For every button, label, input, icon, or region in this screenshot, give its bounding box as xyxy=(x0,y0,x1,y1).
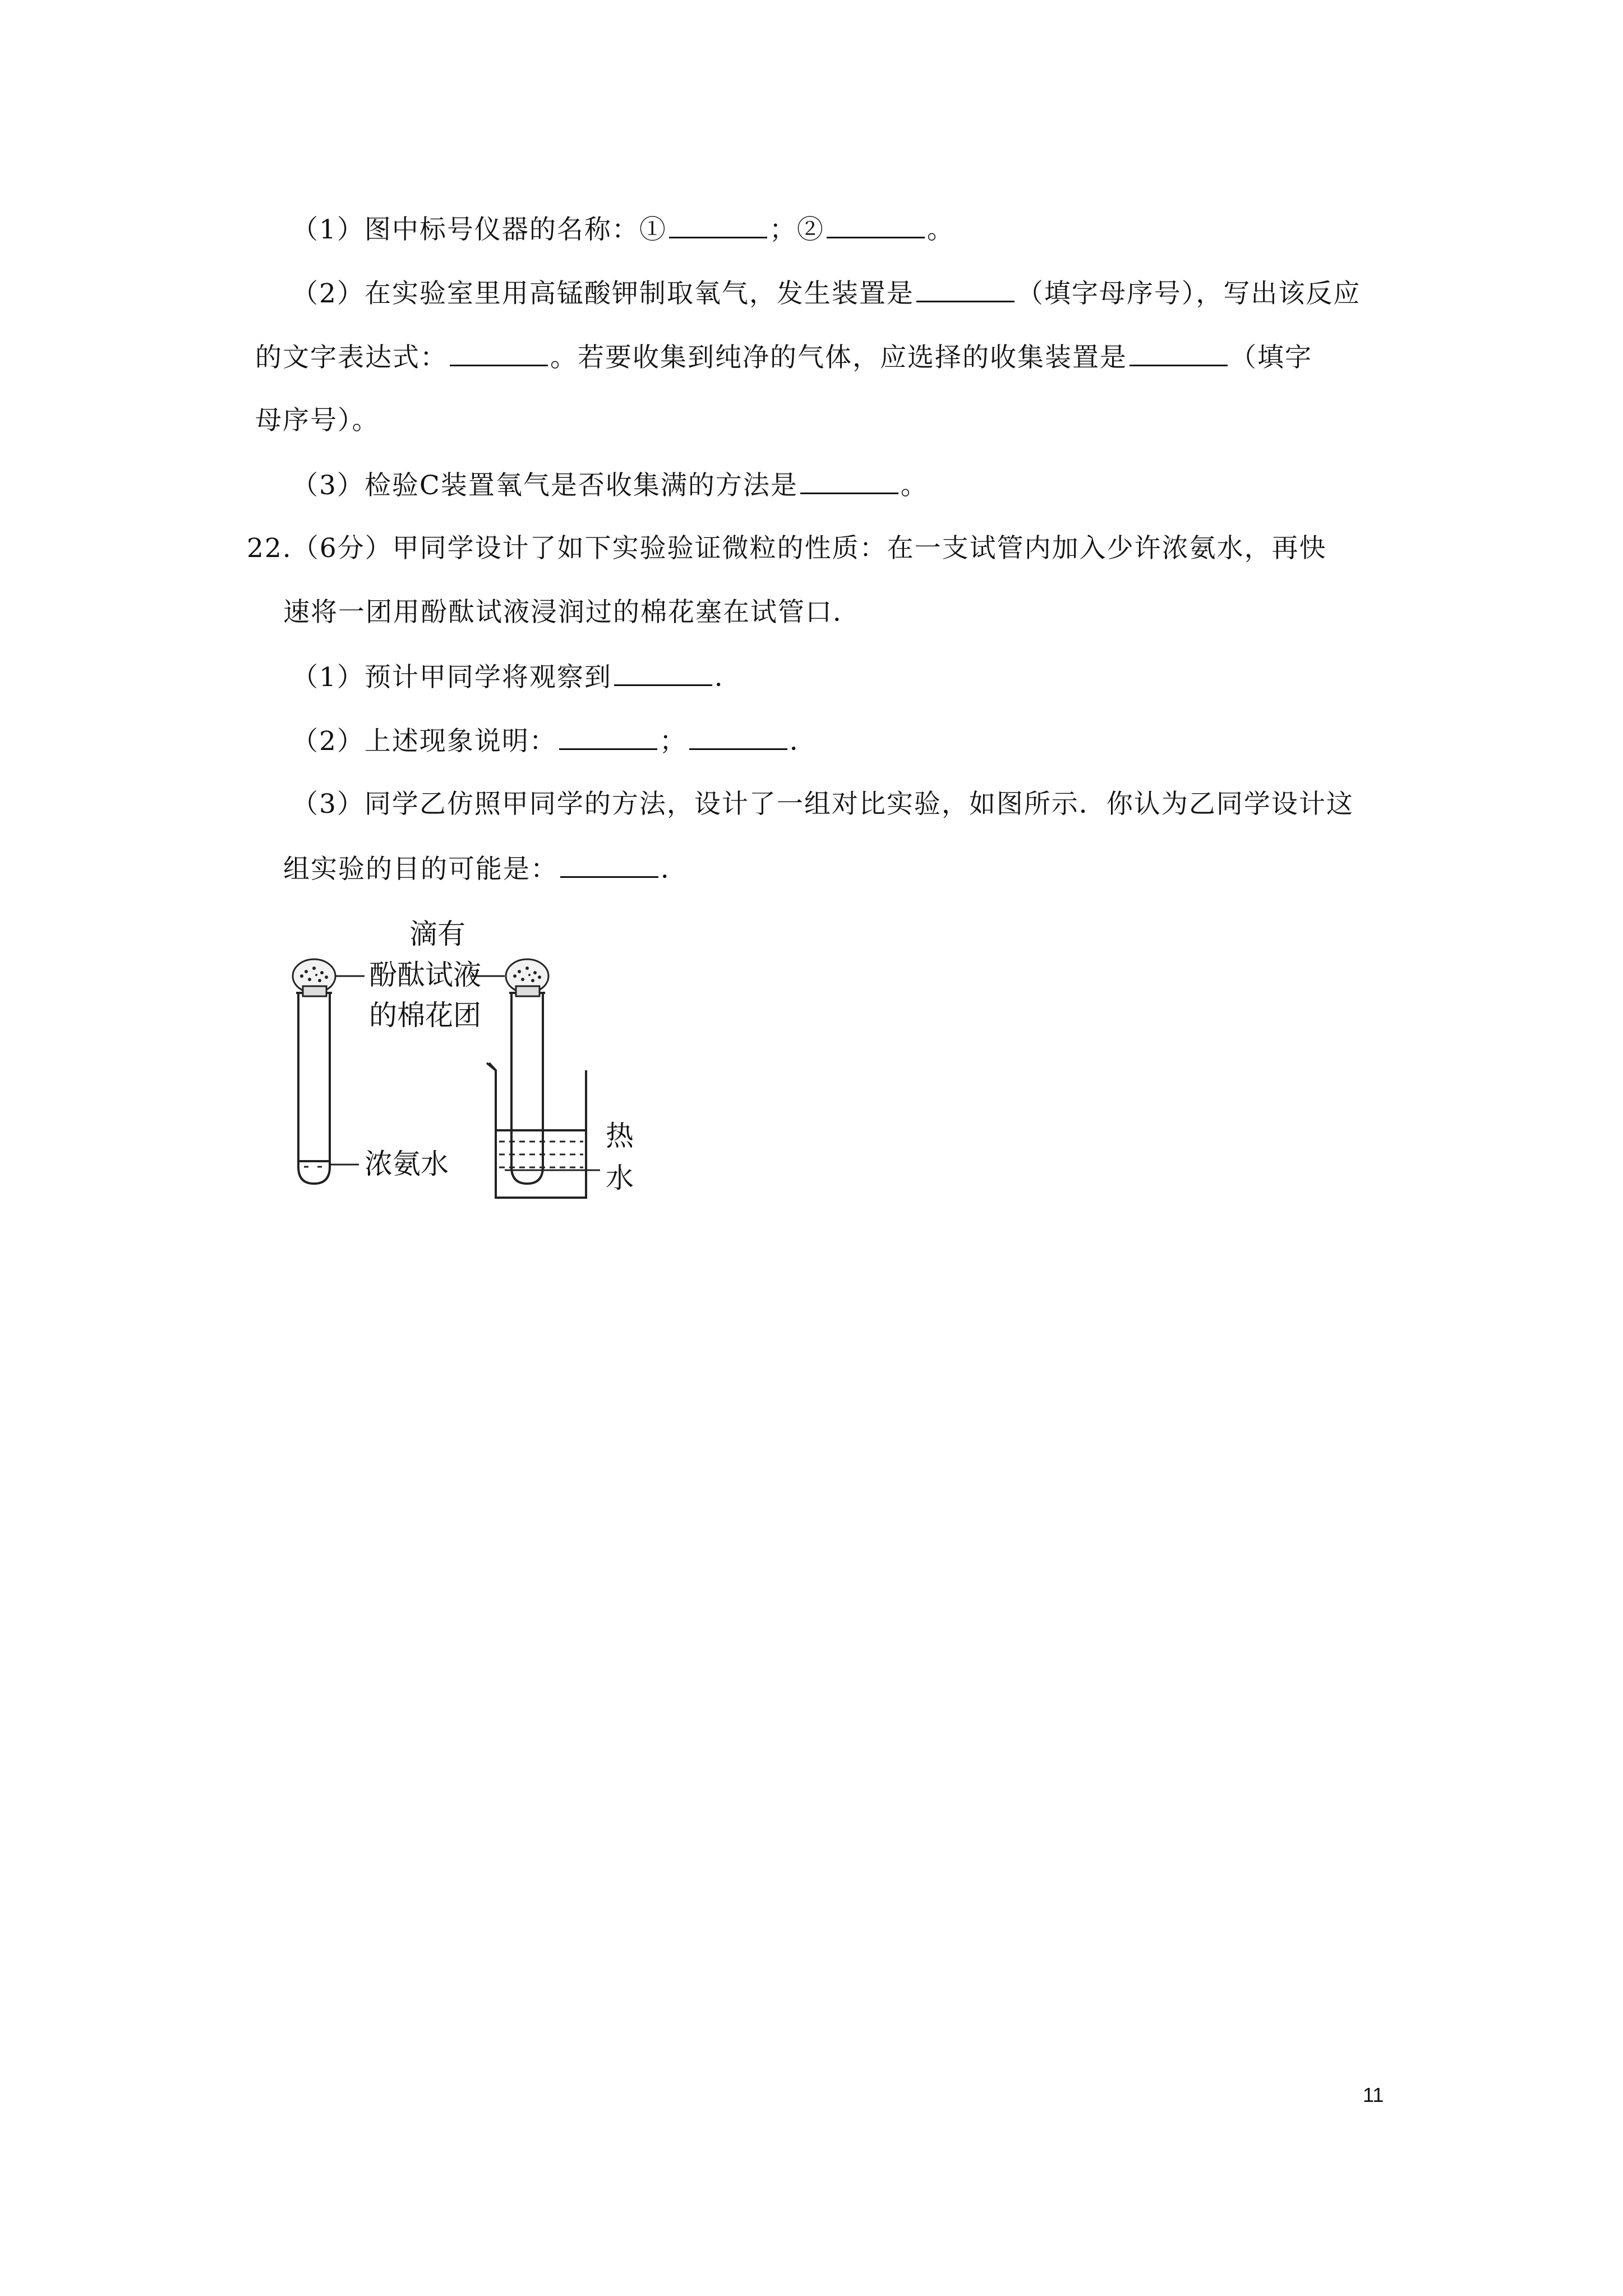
q22-intro-line1: 22.（6分）甲同学设计了如下实验验证微粒的性质：在一支试管内加入少许浓氨水，再快 xyxy=(247,533,1327,564)
q22-intro-line1 xyxy=(247,532,1327,565)
q21-part1 xyxy=(292,212,955,247)
q21-part2-line2-a: 的文字表达式： xyxy=(255,342,448,373)
q21-part2-line3: 母序号）。 xyxy=(255,405,380,436)
q21-part2-line1-b: （填字母序号），写出该反应 xyxy=(1016,278,1361,309)
answer-blank[interactable] xyxy=(800,468,898,494)
answer-blank[interactable] xyxy=(559,724,657,750)
q21-part2-line2-b: 。若要收集到纯净的气体，应选择的收集装置是 xyxy=(550,342,1127,373)
answer-blank[interactable] xyxy=(450,340,548,366)
q22-part2 xyxy=(292,724,817,758)
q21-part2-line2-c: （填字 xyxy=(1230,342,1312,373)
q21-part2-line1-a: （2）在实验室里用高锰酸钾制取氧气，发生装置是 xyxy=(292,278,914,309)
q22-part3-line2-a: 组实验的目的可能是： xyxy=(283,854,558,885)
q22-part3-line2-end: ． xyxy=(661,854,688,885)
q21-part2-line3 xyxy=(255,404,380,438)
q21-part3-end: 。 xyxy=(900,470,928,501)
cotton-ball-left xyxy=(293,959,335,996)
apparatus-diagram xyxy=(269,920,695,1200)
q22-part1 xyxy=(292,660,742,694)
cotton-label-line3: 的棉花团 xyxy=(369,999,481,1032)
q22-part1-end: ． xyxy=(714,662,742,693)
q21-part1-mid: ；② xyxy=(769,214,824,245)
q22-part2-label: （2）上述现象说明： xyxy=(292,726,557,757)
answer-blank[interactable] xyxy=(560,852,658,878)
test-tube-right xyxy=(511,993,543,1184)
q22-part3-line2 xyxy=(283,852,688,886)
q21-part3 xyxy=(292,468,928,503)
q22-part2-end: ． xyxy=(789,726,817,757)
experiment-figure xyxy=(269,920,695,1200)
page-number: 11 xyxy=(1363,2083,1384,2106)
q21-part2-line1 xyxy=(292,276,1361,311)
ammonia-label: 浓氨水 xyxy=(365,1148,449,1180)
q22-part3-line1: （3）同学乙仿照甲同学的方法，设计了一组对比实验，如图所示．你认为乙同学设计这 xyxy=(292,789,1354,820)
q22-part3-line1 xyxy=(292,788,1354,821)
q22-part1-label: （1）预计甲同学将观察到 xyxy=(292,662,612,693)
cotton-label-line1: 滴有 xyxy=(409,918,465,950)
q22-intro-line2 xyxy=(283,596,860,629)
hot-water-label-line1: 热 xyxy=(606,1120,634,1152)
q21-part1-label: （1）图中标号仪器的名称：① xyxy=(292,214,667,245)
answer-blank[interactable] xyxy=(669,212,767,238)
answer-blank[interactable] xyxy=(827,212,925,238)
cotton-label-line2: 酚酞试液 xyxy=(369,959,481,991)
q21-part3-label: （3）检验C装置氧气是否收集满的方法是 xyxy=(292,470,798,501)
hot-water-label-line2: 水 xyxy=(606,1162,634,1194)
test-tube-left xyxy=(298,993,330,1184)
cotton-ball-right xyxy=(506,959,548,996)
q21-part1-end: 。 xyxy=(926,214,955,245)
answer-blank[interactable] xyxy=(1129,340,1228,366)
q22-intro-line2: 速将一团用酚酞试液浸润过的棉花塞在试管口． xyxy=(283,597,860,628)
q21-part2-line2 xyxy=(255,340,1312,375)
answer-blank[interactable] xyxy=(916,276,1015,302)
q22-part2-mid: ； xyxy=(659,726,687,757)
answer-blank[interactable] xyxy=(614,660,712,686)
answer-blank[interactable] xyxy=(689,724,787,750)
